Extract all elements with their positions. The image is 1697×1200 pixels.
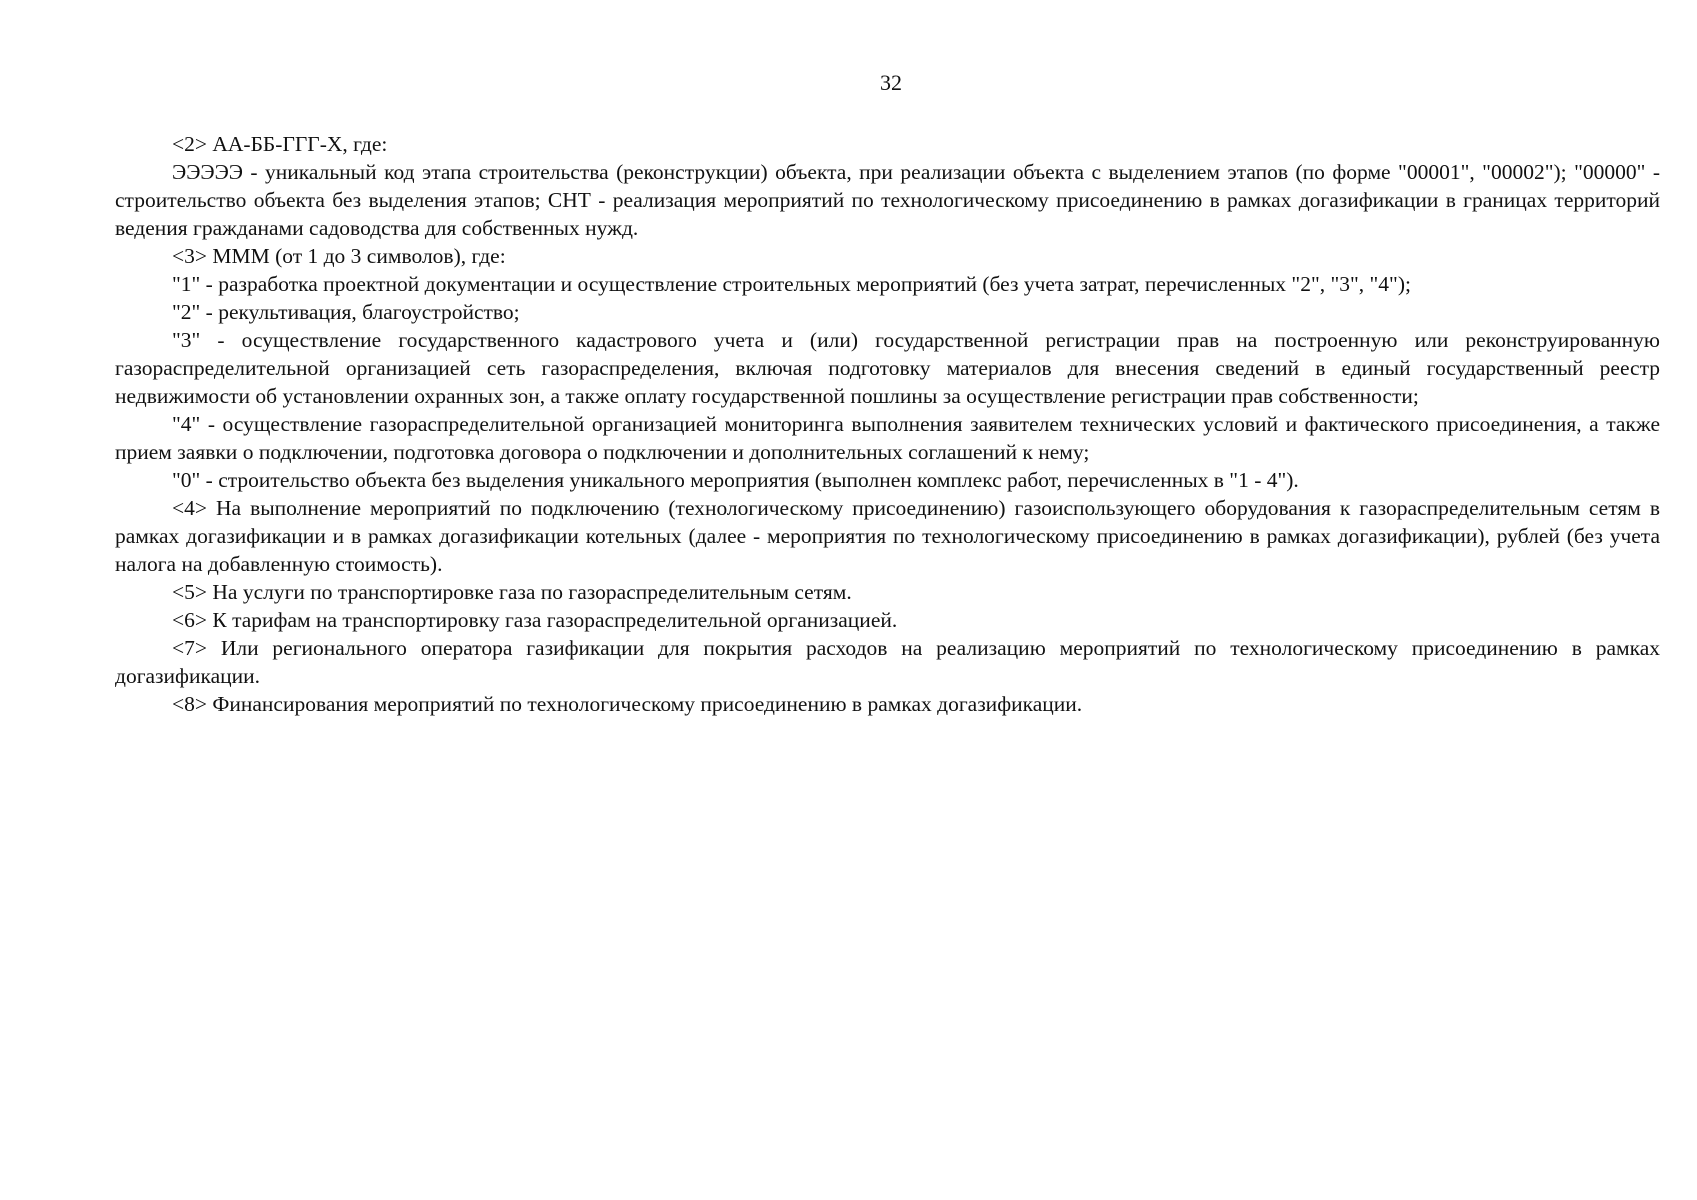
footnote-5: <5> На услуги по транспортировке газа по газораспределительным сетям.: [172, 580, 852, 604]
footnote-3: <3> МММ (от 1 до 3 символов), где:: [172, 244, 506, 268]
footnote-8: <8> Финансирования мероприятий по технологическому присоединению в рамках догазификации.: [172, 692, 1083, 716]
footnote-2: <2> АА-ББ-ГГГ-Х, где:: [172, 132, 388, 156]
footnote-3-item-4: "4" - осуществление газораспределительной организацией мониторинга выполнения заявителем технических условий и фактического присоединения, а также прием заявки о подключении, подготовка договора о подключении и дополнительных соглашений к нему;: [115, 412, 1660, 464]
footnote-2-stage-code: ЭЭЭЭЭ - уникальный код этапа строительства (реконструкции) объекта, при реализации объекта с выделением этапов (по форме "00001", "00002"); "00000" - строительство объекта без выделения этапов; СНТ - реализация мероприятий по технологическому присоединению в рамках догазификации в границах территорий ведения гражданами садоводства для собственных нужд.: [115, 160, 1660, 240]
page-number: 32: [880, 70, 902, 95]
footnote-3-item-1: "1" - разработка проектной документации и осуществление строительных мероприятий (без учета затрат, перечисленных "2", "3", "4");: [172, 272, 1411, 296]
footnote-3-item-3: "3" - осуществление государственного кадастрового учета и (или) государственной регистрации прав на построенную или реконструированную газораспределительной организацией сеть газораспределения, включая подготовку материалов для внесения сведений в единый государственный реестр недвижимости об установлении охранных зон, а также оплату государственной пошлины за осуществление регистрации прав собственности;: [115, 328, 1660, 408]
footnote-7: <7> Или регионального оператора газификации для покрытия расходов на реализацию мероприятий по технологическому присоединению в рамках догазификации.: [115, 636, 1660, 688]
document-body: [115, 130, 1660, 718]
footnote-6: <6> К тарифам на транспортировку газа газораспределительной организацией.: [172, 608, 898, 632]
footnote-4: <4> На выполнение мероприятий по подключению (технологическому присоединению) газоиспользующего оборудования к газораспределительным сетям в рамках догазификации и в рамках догазификации котельных (далее - мероприятия по технологическому присоединению в рамках догазификации), рублей (без учета налога на добавленную стоимость).: [115, 496, 1660, 576]
footnote-3-item-2: "2" - рекультивация, благоустройство;: [172, 300, 520, 324]
footnote-3-item-0: "0" - строительство объекта без выделения уникального мероприятия (выполнен комплекс работ, перечисленных в "1 - 4").: [172, 468, 1299, 492]
